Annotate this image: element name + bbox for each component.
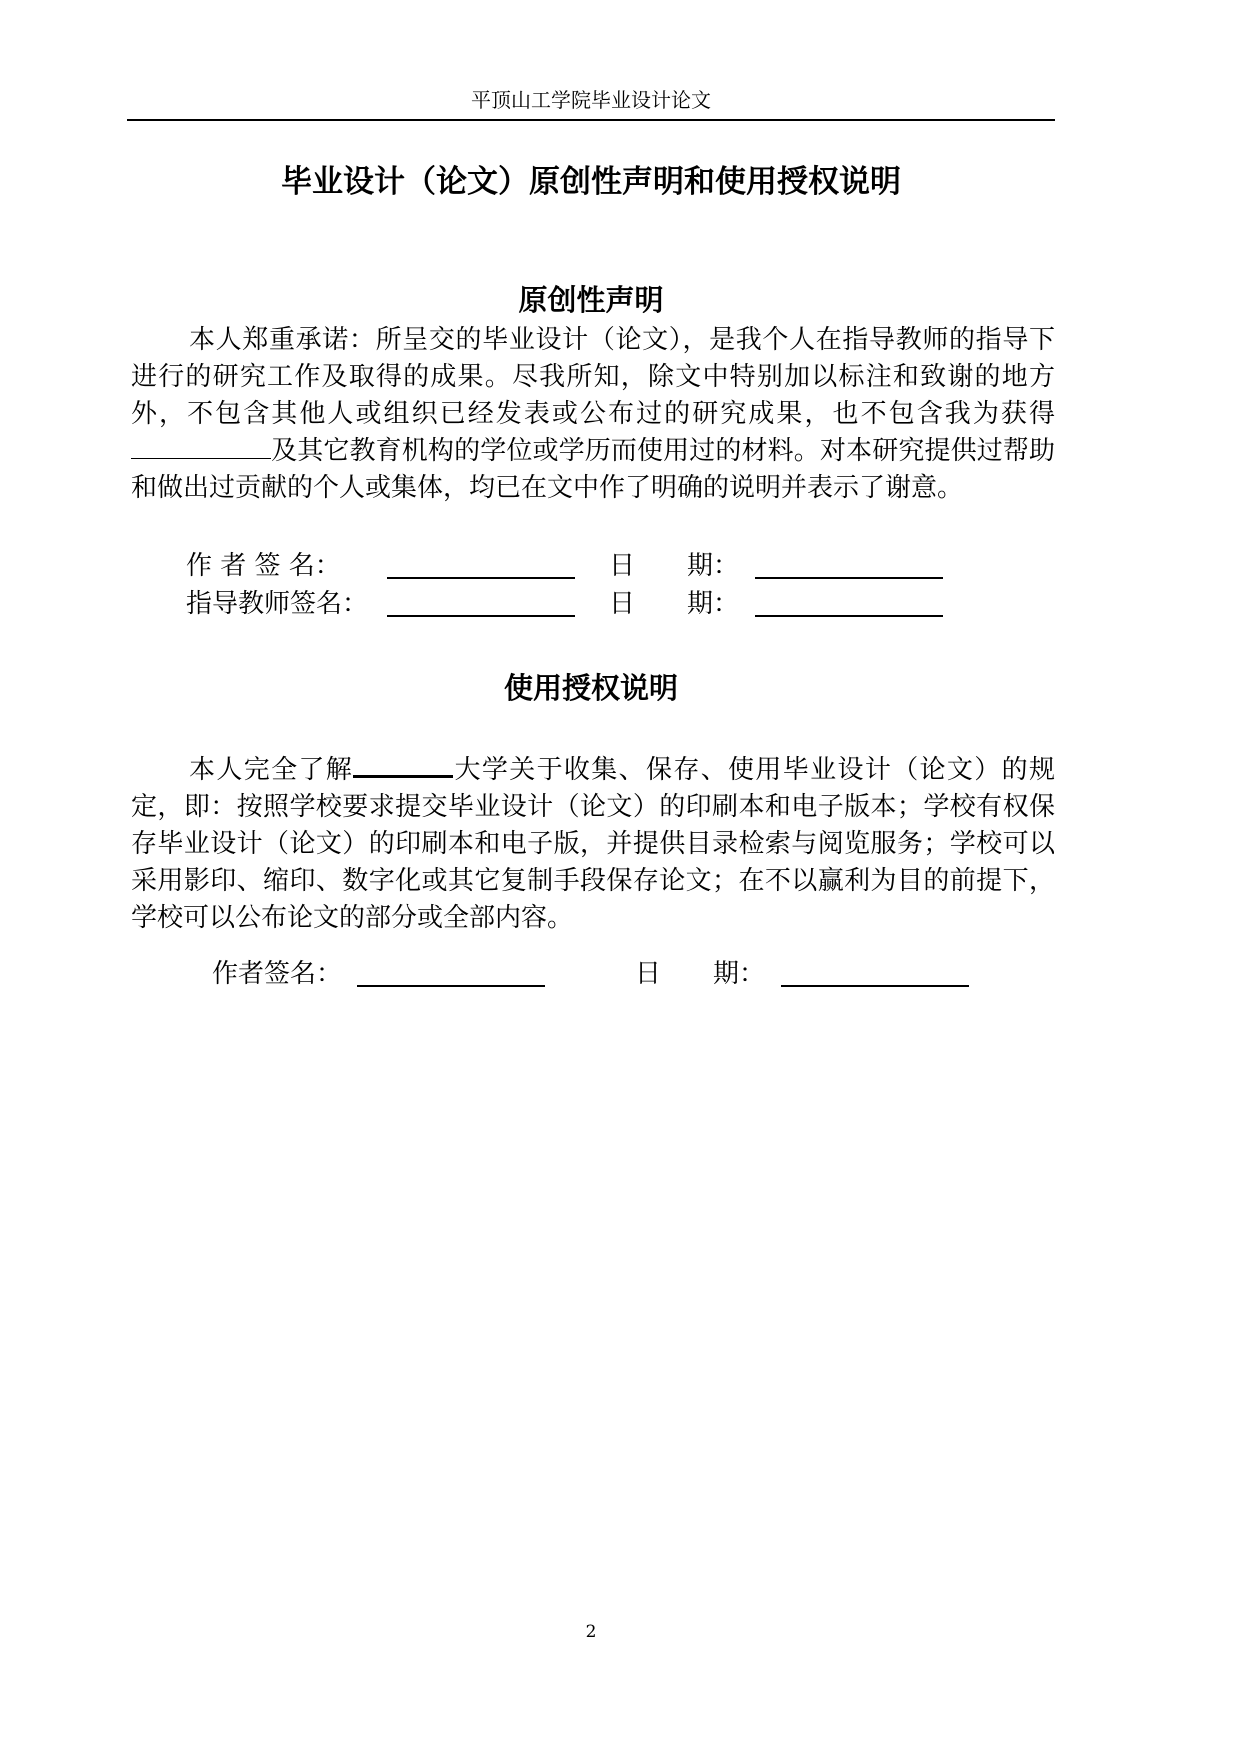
authorization-signature-row (212, 955, 972, 993)
advisor-sign-line[interactable] (387, 615, 575, 617)
originality-section-title: 原创性声明 (518, 283, 664, 317)
authorization-text-part2: 大学关于收集、保存、使用毕业设计（论文）的规定，即：按照学校要求提交毕业设计（论文）的印刷本和电子版本；学校有权保存毕业设计（论文）的印刷本和电子版，并提供目录检索与阅览服务；学校可以采用影印、缩印、数字化或其它复制手段保存论文；在不以赢利为目的前提下，学校可以公布论文的部分或全部内容。 (131, 755, 1055, 933)
authorization-section-title: 使用授权说明 (503, 671, 678, 705)
authorization-date-line[interactable] (781, 985, 969, 987)
authorization-sign-line[interactable] (357, 985, 545, 987)
header-rule (127, 119, 1055, 121)
advisor-date-line[interactable] (755, 615, 943, 617)
authorization-text-part1: 本人完全了解 (189, 755, 354, 785)
advisor-sign-label: 指导教师签名： (186, 589, 369, 619)
author-signature-row (186, 547, 946, 585)
advisor-signature-row (186, 585, 946, 623)
author-date-label: 日 期： (609, 551, 740, 581)
page-number: 2 (585, 1622, 597, 1642)
originality-text-part2: 及其它教育机构的学位或学历而使用过的材料。对本研究提供过帮助和做出过贡献的个人或集体，均已在文中作了明确的说明并表示了谢意。 (131, 436, 1055, 503)
document-title: 毕业设计（论文）原创性声明和使用授权说明 (281, 164, 901, 200)
authorization-date-label: 日 期： (635, 959, 766, 989)
originality-paragraph (131, 322, 1055, 507)
authorization-sign-label: 作者签名： (212, 959, 343, 989)
originality-text-part1: 本人郑重承诺：所呈交的毕业设计（论文），是我个人在指导教师的指导下进行的研究工作及取得的成果。尽我所知，除文中特别加以标注和致谢的地方外，不包含其他人或组织已经发表或公布过的研究成果，也不包含我为获得 (131, 325, 1055, 429)
advisor-date-label: 日 期： (609, 589, 740, 619)
author-date-line[interactable] (755, 577, 943, 579)
authorization-paragraph (131, 752, 1055, 937)
degree-blank[interactable] (131, 436, 271, 459)
author-sign-line[interactable] (387, 577, 575, 579)
running-header: 平顶山工学院毕业设计论文 (471, 88, 711, 112)
university-blank[interactable] (353, 753, 453, 778)
author-sign-label: 作 者 签 名： (186, 551, 341, 581)
